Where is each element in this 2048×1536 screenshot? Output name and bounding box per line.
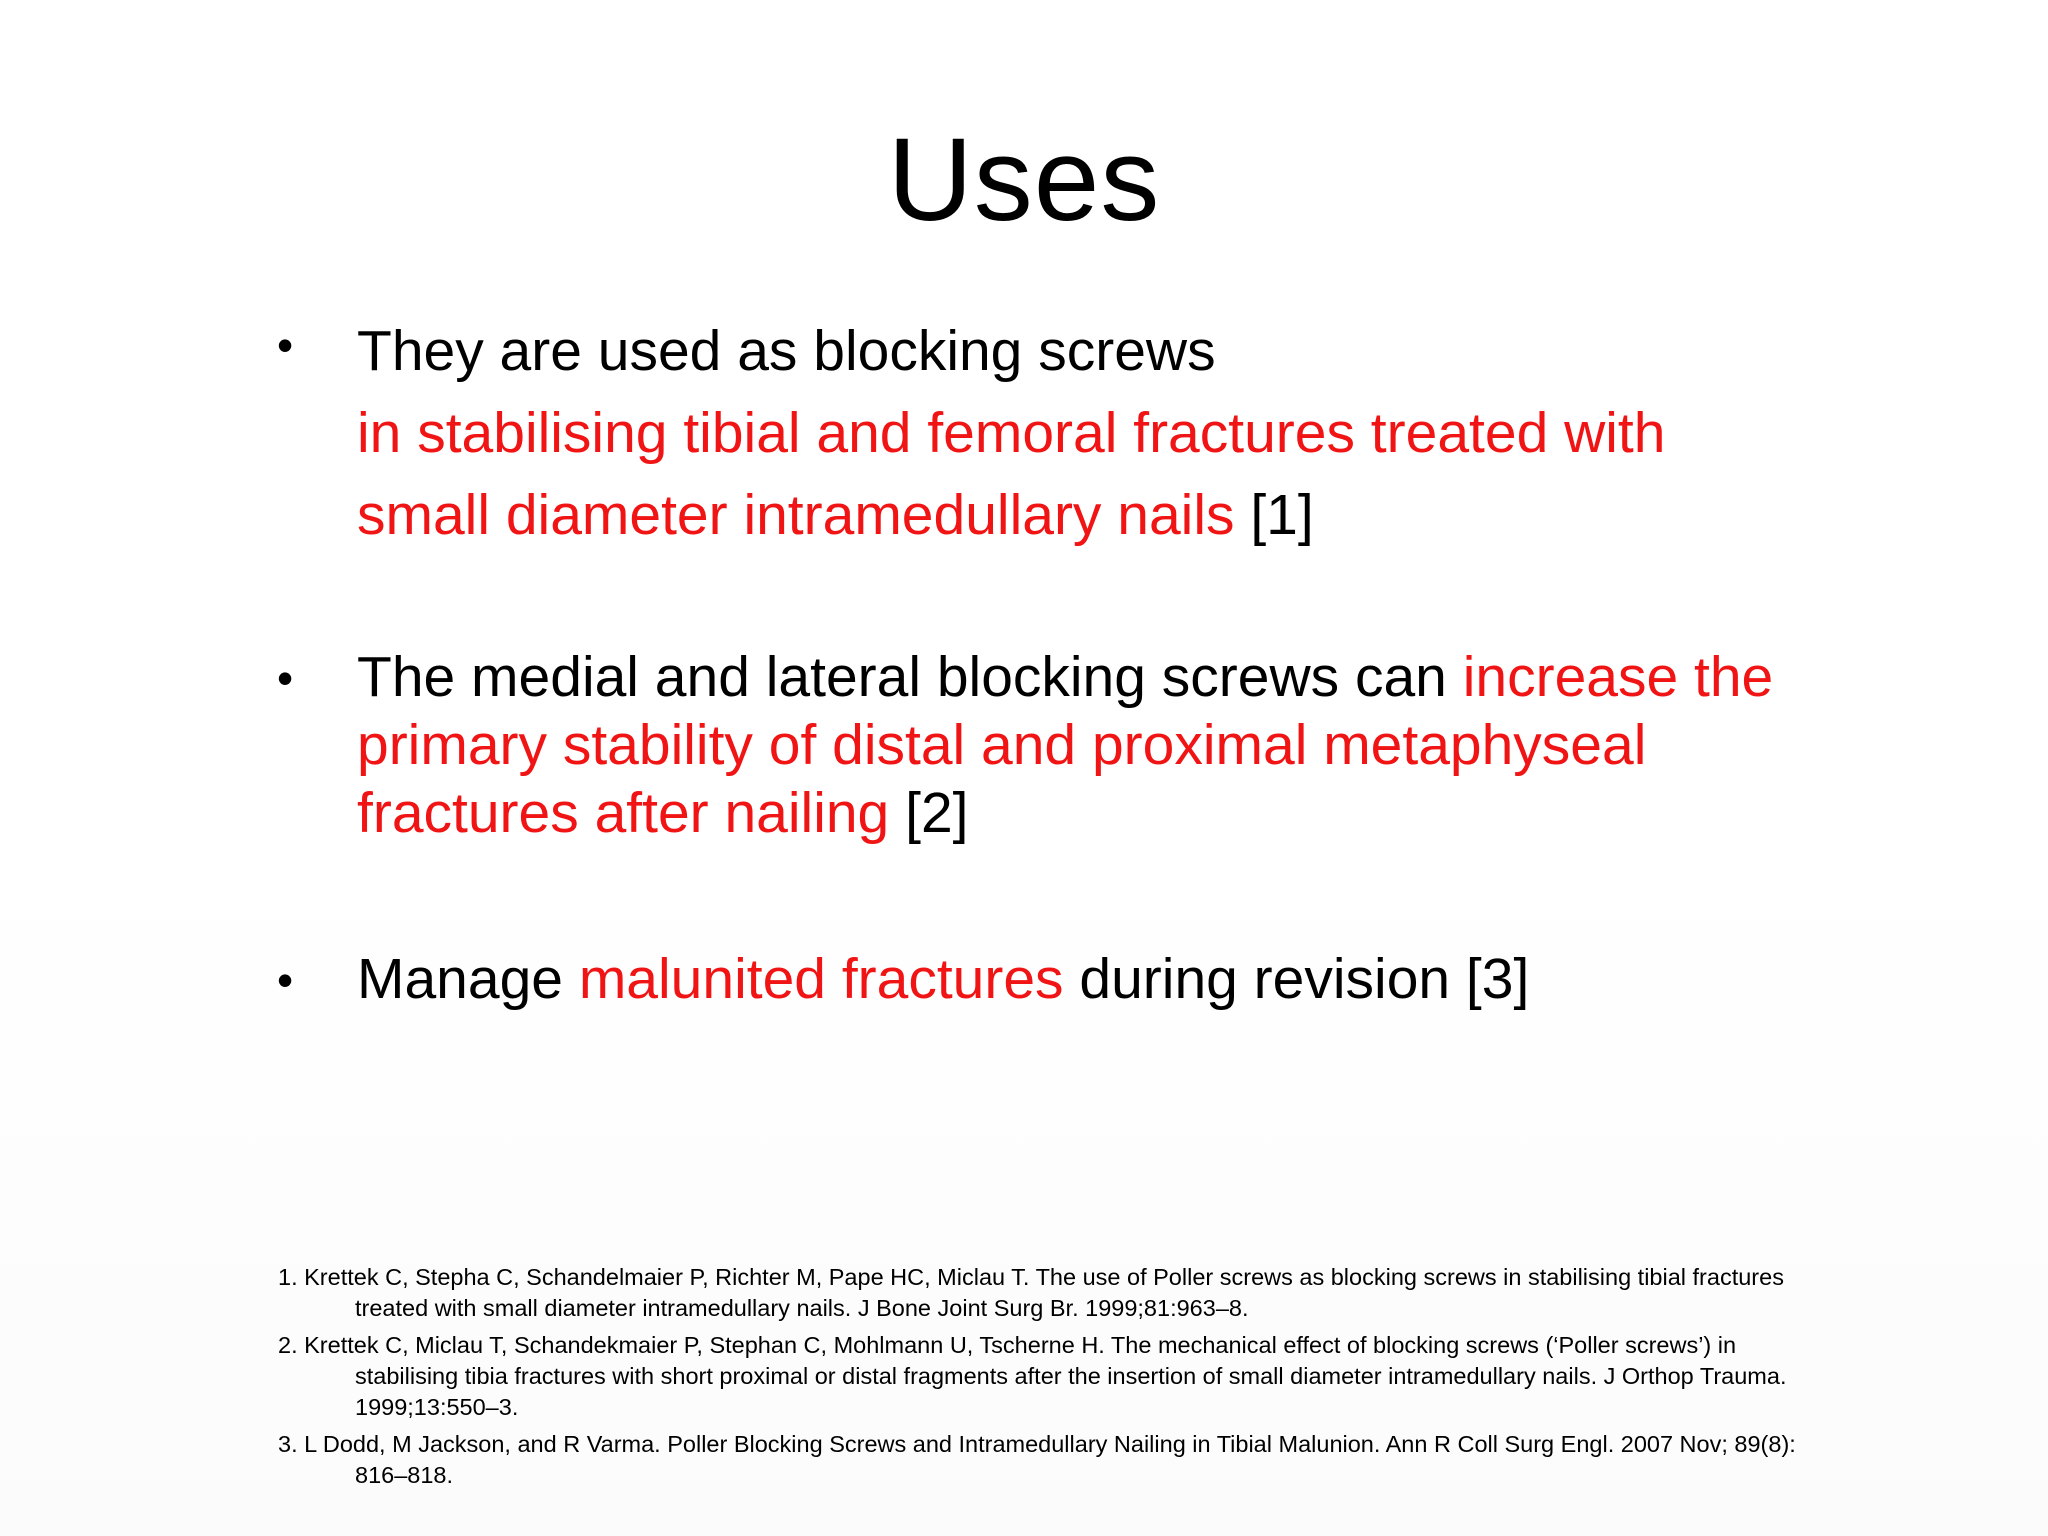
bullet-text [357, 945, 1857, 1013]
bullet-line: They are used as blocking screws [357, 319, 1216, 383]
reference-item: 2. Krettek C, Miclau T, Schandekmaier P, Stephan C, Mohlmann U, Tscherne H. The mechanical effect of blocking screws (‘Poller screws’) in stabilising tibia fractures with short proximal or distal fragments after the insertion of small diameter intramedullary nails. J Orthop Trauma. 1999;13:550–3. [278, 1332, 1787, 1420]
citation: [2] [889, 781, 969, 845]
bullet-marker: • [277, 954, 294, 1006]
bullet-text [357, 643, 1857, 847]
reference-item: 3. L Dodd, M Jackson, and R Varma. Poller Blocking Screws and Intramedullary Nailing in Tibial Malunion. Ann R Coll Surg Engl. 2007 Nov; 89(8): 816–818. [278, 1431, 1796, 1488]
bullet-highlight: malunited fractures [578, 947, 1064, 1011]
references [278, 1262, 1808, 1497]
bullet-plain-text: during revision [3] [1063, 947, 1530, 1011]
bullet-plain-text: Manage [357, 947, 579, 1011]
bullet-highlight: small diameter intramedullary nails [357, 483, 1235, 547]
bullet-plain-text: The medial and lateral blocking screws can [357, 645, 1463, 709]
bullet-text [357, 310, 1857, 556]
bullet-marker: • [277, 319, 294, 371]
citation: [1] [1234, 483, 1314, 547]
bullet-highlight: increase the primary stability of distal and proximal metaphyseal fractures after nailing [357, 645, 1774, 845]
slide-title: Uses [887, 114, 1161, 246]
bullet-line-highlight: in stabilising tibial and femoral fractures treated with [357, 401, 1666, 465]
bullet-line [357, 474, 1857, 556]
bullet-marker: • [277, 652, 294, 704]
reference-item: 1. Krettek C, Stepha C, Schandelmaier P, Richter M, Pape HC, Miclau T. The use of Poller screws as blocking screws in stabilising tibial fractures treated with small diameter intramedullary nails. J Bone Joint Surg Br. 1999;81:963–8. [278, 1264, 1784, 1321]
